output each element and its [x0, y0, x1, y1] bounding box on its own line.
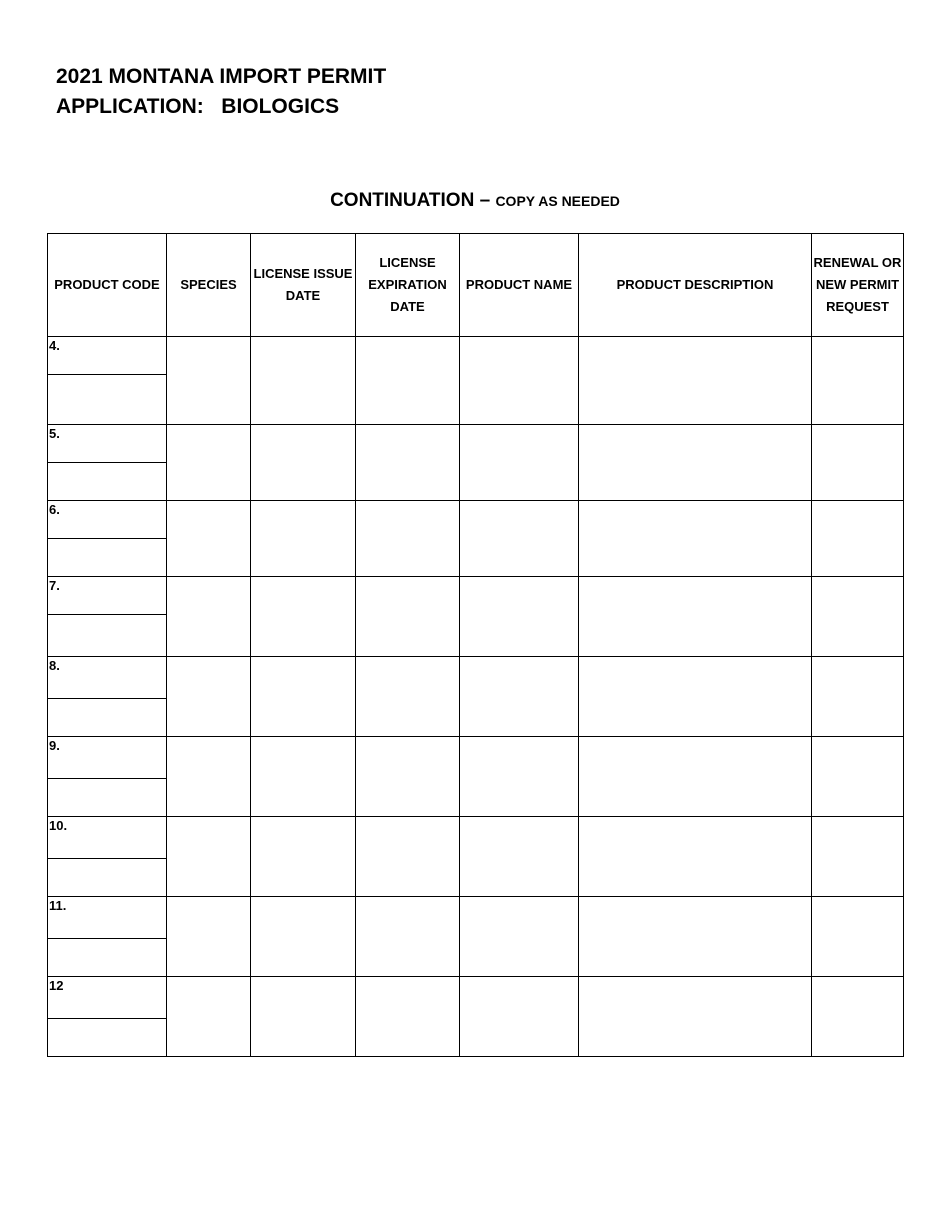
product-code-entry[interactable] [48, 859, 166, 896]
product-description-cell[interactable] [579, 737, 812, 817]
species-cell[interactable] [167, 897, 251, 977]
product-code-number[interactable]: 10. [48, 817, 166, 859]
product-name-cell[interactable] [460, 337, 579, 425]
product-code-entry[interactable] [48, 939, 166, 976]
table-row [48, 977, 904, 1057]
license-expiration-date-cell[interactable] [356, 817, 460, 897]
renewal-or-new-cell[interactable] [812, 737, 904, 817]
product-description-cell[interactable] [579, 425, 812, 501]
license-expiration-date-cell[interactable] [356, 337, 460, 425]
product-description-cell[interactable] [579, 501, 812, 577]
product-name-cell[interactable] [460, 897, 579, 977]
license-expiration-date-cell[interactable] [356, 425, 460, 501]
product-code-cell [48, 337, 167, 425]
product-code-number[interactable]: 12 [48, 977, 166, 1019]
product-name-cell[interactable] [460, 817, 579, 897]
product-code-cell [48, 425, 167, 501]
product-code-cell [48, 657, 167, 737]
product-code-cell [48, 977, 167, 1057]
header-license-expiration-date: LICENSE EXPIRATION DATE [356, 234, 460, 337]
product-code-number[interactable]: 4. [48, 337, 166, 375]
product-code-entry[interactable] [48, 779, 166, 816]
species-cell[interactable] [167, 817, 251, 897]
product-code-number[interactable]: 5. [48, 425, 166, 463]
product-description-cell[interactable] [579, 577, 812, 657]
table-header-row [48, 234, 904, 337]
license-issue-date-cell[interactable] [251, 657, 356, 737]
continuation-label: CONTINUATION – [330, 190, 491, 211]
product-name-cell[interactable] [460, 977, 579, 1057]
form-title-line2: APPLICATION: BIOLOGICS [56, 95, 340, 118]
table-row [48, 737, 904, 817]
continuation-heading [0, 186, 950, 216]
table-row [48, 657, 904, 737]
product-description-cell[interactable] [579, 657, 812, 737]
product-description-cell[interactable] [579, 897, 812, 977]
product-code-cell [48, 737, 167, 817]
species-cell[interactable] [167, 425, 251, 501]
product-code-cell [48, 817, 167, 897]
renewal-or-new-cell[interactable] [812, 817, 904, 897]
product-code-entry[interactable] [48, 539, 166, 576]
table-row [48, 337, 904, 425]
species-cell[interactable] [167, 737, 251, 817]
product-code-cell [48, 577, 167, 657]
form-title [56, 62, 386, 122]
product-description-cell[interactable] [579, 337, 812, 425]
product-name-cell[interactable] [460, 577, 579, 657]
product-code-cell [48, 501, 167, 577]
product-name-cell[interactable] [460, 425, 579, 501]
product-code-entry[interactable] [48, 615, 166, 656]
license-expiration-date-cell[interactable] [356, 977, 460, 1057]
table-row [48, 897, 904, 977]
license-issue-date-cell[interactable] [251, 577, 356, 657]
header-product-name: PRODUCT NAME [460, 234, 579, 337]
license-issue-date-cell[interactable] [251, 897, 356, 977]
renewal-or-new-cell[interactable] [812, 657, 904, 737]
product-code-cell [48, 897, 167, 977]
license-expiration-date-cell[interactable] [356, 657, 460, 737]
renewal-or-new-cell[interactable] [812, 425, 904, 501]
license-expiration-date-cell[interactable] [356, 897, 460, 977]
product-code-number[interactable]: 8. [48, 657, 166, 699]
species-cell[interactable] [167, 577, 251, 657]
header-license-issue-date: LICENSE ISSUE DATE [251, 234, 356, 337]
product-code-number[interactable]: 7. [48, 577, 166, 615]
license-issue-date-cell[interactable] [251, 977, 356, 1057]
product-name-cell[interactable] [460, 657, 579, 737]
product-table [47, 233, 904, 1057]
header-product-description: PRODUCT DESCRIPTION [579, 234, 812, 337]
renewal-or-new-cell[interactable] [812, 897, 904, 977]
species-cell[interactable] [167, 501, 251, 577]
license-issue-date-cell[interactable] [251, 737, 356, 817]
table-row [48, 425, 904, 501]
product-code-number[interactable]: 11. [48, 897, 166, 939]
license-issue-date-cell[interactable] [251, 425, 356, 501]
table-row [48, 577, 904, 657]
renewal-or-new-cell[interactable] [812, 977, 904, 1057]
product-code-entry[interactable] [48, 463, 166, 500]
species-cell[interactable] [167, 337, 251, 425]
renewal-or-new-cell[interactable] [812, 337, 904, 425]
license-expiration-date-cell[interactable] [356, 737, 460, 817]
table-row [48, 501, 904, 577]
license-issue-date-cell[interactable] [251, 817, 356, 897]
species-cell[interactable] [167, 657, 251, 737]
license-issue-date-cell[interactable] [251, 501, 356, 577]
product-code-entry[interactable] [48, 699, 166, 736]
species-cell[interactable] [167, 977, 251, 1057]
product-code-number[interactable]: 6. [48, 501, 166, 539]
table-row [48, 817, 904, 897]
renewal-or-new-cell[interactable] [812, 577, 904, 657]
renewal-or-new-cell[interactable] [812, 501, 904, 577]
product-description-cell[interactable] [579, 977, 812, 1057]
product-name-cell[interactable] [460, 737, 579, 817]
product-code-number[interactable]: 9. [48, 737, 166, 779]
copy-as-needed-note: COPY AS NEEDED [495, 193, 620, 209]
header-renewal-or-new: RENEWAL OR NEW PERMIT REQUEST [812, 234, 904, 337]
header-product-code: PRODUCT CODE [48, 234, 167, 337]
form-title-line1: 2021 MONTANA IMPORT PERMIT [56, 65, 387, 88]
product-name-cell[interactable] [460, 501, 579, 577]
product-code-entry[interactable] [48, 1019, 166, 1056]
product-code-entry[interactable] [48, 375, 166, 424]
product-description-cell[interactable] [579, 817, 812, 897]
license-expiration-date-cell[interactable] [356, 577, 460, 657]
header-species: SPECIES [167, 234, 251, 337]
license-expiration-date-cell[interactable] [356, 501, 460, 577]
license-issue-date-cell[interactable] [251, 337, 356, 425]
